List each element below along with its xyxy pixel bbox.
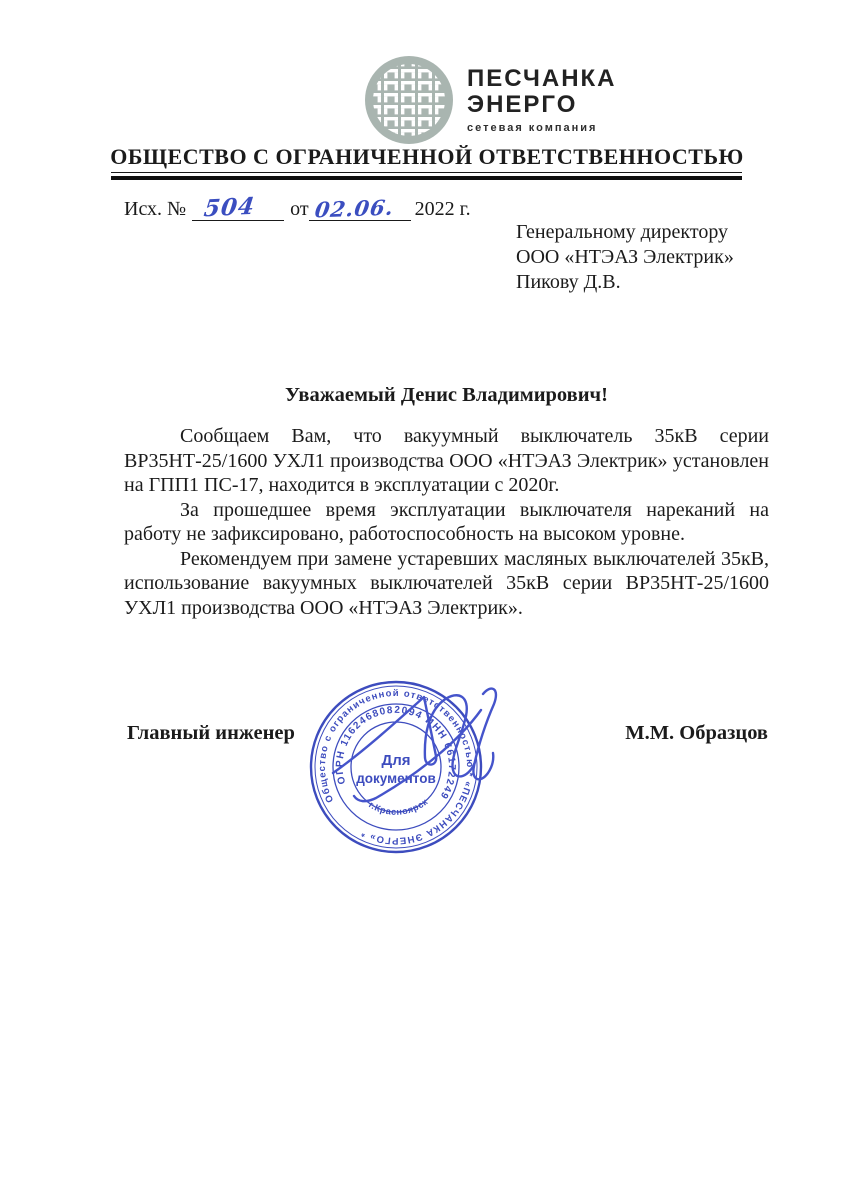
company-name bbox=[467, 66, 617, 134]
ref-date-handwritten: 02.06. bbox=[312, 194, 396, 223]
letterhead-divider bbox=[111, 172, 742, 180]
company-name-line1: ПЕСЧАНКА bbox=[467, 65, 617, 92]
addressee-block bbox=[516, 220, 734, 295]
ref-number-blank bbox=[192, 192, 284, 223]
addressee-line: Генеральному директору bbox=[516, 221, 729, 243]
org-type-heading: ОБЩЕСТВО С ОГРАНИЧЕННОЙ ОТВЕТСТВЕННОСТЬЮ bbox=[110, 144, 744, 169]
ref-ot-label: от bbox=[290, 198, 309, 220]
stamp-center-line1: Для bbox=[381, 752, 411, 769]
body-paragraph: Сообщаем Вам, что вакуумный выключатель 35кВ серии ВР35НТ-25/1600 УХЛ1 производства ООО «НТЭАЗ Электрик» установлен на ГПП1 ПС-17, находится в эксплуатации с 2020г. bbox=[124, 425, 769, 496]
addressee-line: Пикову Д.В. bbox=[516, 271, 621, 293]
signer-name: М.М. Образцов bbox=[625, 722, 768, 744]
company-name-line2: ЭНЕРГО bbox=[467, 91, 578, 118]
body-paragraph: За прошедшее время эксплуатации выключателя нареканий на работу не зафиксировано, работоспособность на высоком уровне. bbox=[124, 498, 769, 545]
stamp-outer-ring-text: Общество с ограниченной ответственностью * «ПЕСЧАНКА ЭНЕРГО» * bbox=[316, 687, 476, 847]
ref-year: 2022 г. bbox=[414, 198, 471, 220]
signer-position: Главный инженер bbox=[127, 722, 295, 744]
ref-prefix: Исх. № bbox=[124, 198, 187, 220]
reference-line bbox=[124, 192, 471, 223]
ref-number-handwritten: 504 bbox=[202, 192, 257, 223]
letter-body bbox=[124, 424, 769, 620]
stamp-city-text: г.Красноярск bbox=[367, 796, 430, 817]
body-paragraph: Рекомендуем при замене устаревших масляных выключателей 35кВ, использование вакуумных выключателей 35кВ серии ВР35НТ-25/1600 УХЛ1 производства ООО «НТЭАЗ Электрик». bbox=[124, 547, 769, 619]
salutation: Уважаемый Денис Владимирович! bbox=[285, 384, 608, 406]
company-logo-icon bbox=[364, 55, 454, 145]
stamp-inner-ring-text: ОГРН 1162468082094 ИНН 66172249 bbox=[334, 704, 458, 802]
company-stamp bbox=[278, 670, 518, 870]
company-tagline: сетевая компания bbox=[467, 122, 598, 134]
addressee-line: ООО «НТЭАЗ Электрик» bbox=[516, 246, 734, 268]
stamp-center-line2: документов bbox=[356, 771, 436, 786]
ref-date-blank bbox=[309, 194, 411, 223]
